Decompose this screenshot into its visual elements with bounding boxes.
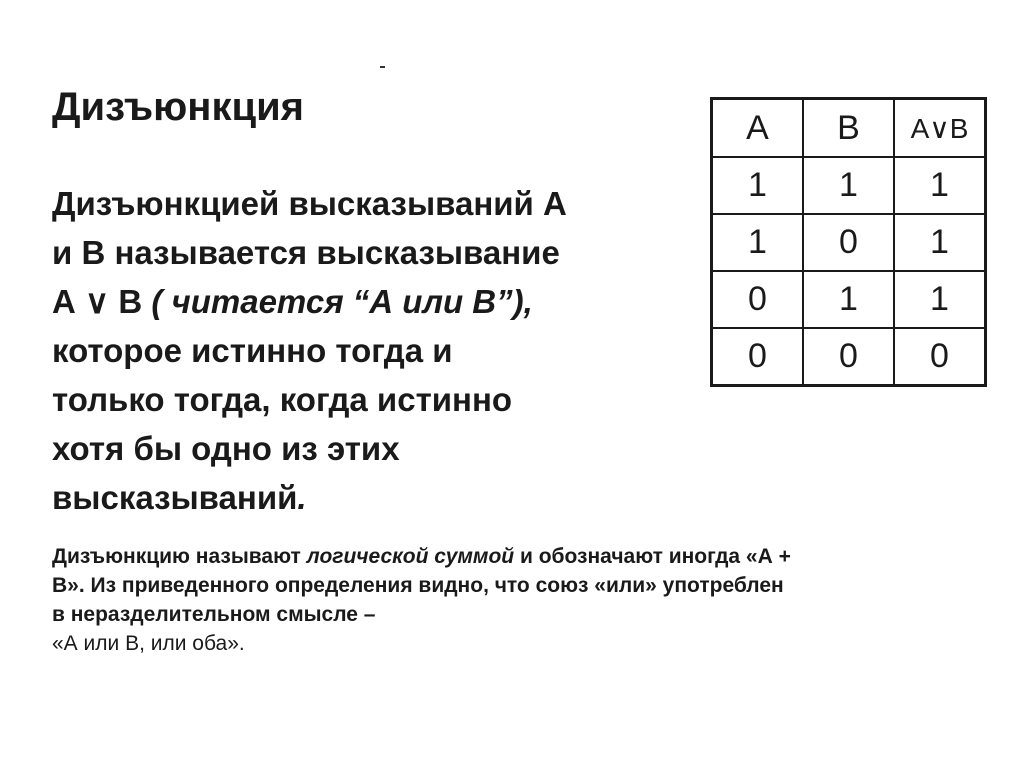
note-line-2: В». Из приведенного определения видно, что союз «или» употреблен (52, 574, 784, 597)
definition-line-7-text: высказываний (52, 479, 298, 516)
page-title: Дизъюнкция (52, 85, 304, 129)
table-row (712, 157, 986, 214)
note-logical-sum: логической суммой (306, 545, 515, 568)
truth-table (710, 97, 987, 387)
table-cell: 1 (712, 214, 804, 271)
header-a-or-b: A∨B (894, 99, 986, 158)
definition-line-4: которое истинно тогда и (52, 332, 453, 369)
definition-line-2: и В называется высказывание (52, 234, 560, 271)
table-cell: 1 (803, 157, 894, 214)
note-line-3: в неразделительном смысле – (52, 603, 376, 626)
note-line-4: «А или В, или оба». (52, 632, 245, 655)
truth-table-header-row (712, 99, 986, 158)
table-cell: 0 (712, 328, 804, 386)
note-paragraph (52, 542, 972, 658)
table-cell: 1 (894, 214, 986, 271)
table-cell: 0 (712, 271, 804, 328)
definition-line-6: хотя бы одно из этих (52, 430, 400, 467)
definition-line-5: только тогда, когда истинно (52, 381, 513, 418)
note-line-1-end: и обозначают иногда «А + (514, 545, 791, 568)
table-cell: 0 (803, 214, 894, 271)
table-row (712, 214, 986, 271)
definition-line-7-period: . (297, 479, 307, 516)
table-cell: 0 (894, 328, 986, 386)
table-row (712, 328, 986, 386)
table-cell: 1 (894, 157, 986, 214)
header-a: A (712, 99, 804, 158)
definition-line-1: Дизъюнкцией высказываний А (52, 185, 567, 222)
note-line-1-start: Дизъюнкцию называют (52, 545, 307, 568)
header-b: B (803, 99, 894, 158)
table-cell: 0 (803, 328, 894, 386)
table-row (712, 271, 986, 328)
decorative-mark (380, 66, 385, 68)
definition-line-7 (52, 473, 692, 522)
note-line-1 (52, 542, 972, 571)
definition-reading: ( читается “А или В”), (151, 283, 533, 320)
table-cell: 1 (894, 271, 986, 328)
table-cell: 1 (712, 157, 804, 214)
table-cell: 1 (803, 271, 894, 328)
definition-formula: А ∨ В (52, 283, 152, 320)
definition-line-3 (52, 277, 692, 326)
definition-paragraph (52, 179, 692, 522)
